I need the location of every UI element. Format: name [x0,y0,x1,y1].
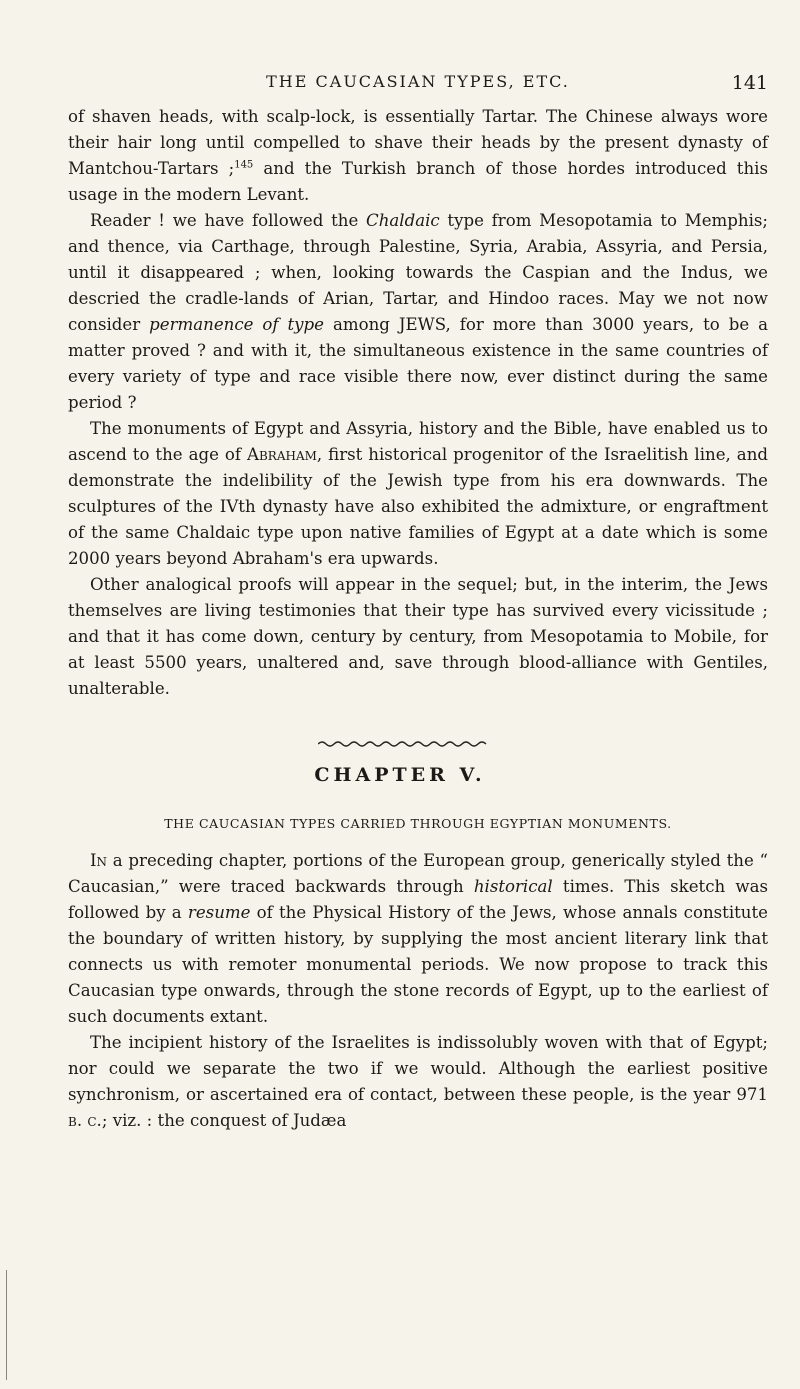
running-head [68,72,768,100]
chapter-subtitle: THE CAUCASIAN TYPES CARRIED THROUGH EGYPTIAN MONUMENTS. [164,816,672,831]
body-text-bottom [68,848,768,1134]
paragraph: Reader ! we have followed the Chaldaic type from Mesopotamia to Memphis; and thence, via Carthage, through Palestine, Syria, Arabia, Assyria, and Persia, until it disappeared ; when, looking towards the Caspian and the Indus, we descried the cradle-lands of Arian, Tartar, and Hindoo races. May we not now consider permanence of type among JEWS, for more than 3000 years, to be a matter proved ? and with it, the simultaneous existence in the same countries of every variety of type and race visible there now, ever distinct during the same period ? [68,211,768,412]
chapter-title: CHAPTER V. [314,764,486,786]
paragraph: The monuments of Egypt and Assyria, history and the Bible, have enabled us to ascend to the age of Abraham, first historical progenitor of the Israelitish line, and demonstrate the indelibility of the Jewish type from his era downwards. The sculptures of the IVth dynasty have also exhibited the admixture, or engraftment of the same Chaldaic type upon native families of Egypt at a date which is some 2000 years beyond Abraham's era upwards. [68,419,768,568]
paragraph: Other analogical proofs will appear in the sequel; but, in the interim, the Jews themselves are living testimonies that their type has survived every vicissitude ; and that it has come down, century by century, from Mesopotamia to Mobile, for at least 5500 years, unaltered and, save through blood-alliance with Gentiles, unalterable. [68,575,768,698]
running-title: THE CAUCASIAN TYPES, ETC. [266,72,570,91]
paragraph: In a preceding chapter, portions of the European group, generically styled the “ Caucasian,” were traced backwards through historical times. This sketch was followed by a resume of the Physical History of the Jews, whose annals constitute the boundary of written history, by supplying the most ancient literary link that connects us with remoter monumental periods. We now propose to track this Caucasian type onwards, through the stone records of Egypt, up to the earliest of such documents extant. [68,851,768,1026]
body-text-top [68,104,768,702]
ornamental-divider [318,740,488,748]
binding-edge-line [6,1270,7,1380]
footnote-ref[interactable]: 145 [234,159,254,171]
paragraph: of shaven heads, with scalp-lock, is essentially Tartar. The Chinese always wore their hair long until compelled to shave their heads by the present dynasty of Mantchou-Tartars ;$^{145}$ and the Turkish branch of those hordes introduced this usage in the modern Levant. [68,107,768,204]
page-number: 141 [731,72,768,94]
paragraph: The incipient history of the Israelites is indissolubly woven with that of Egypt; nor could we separate the two if we would. Although the earliest positive synchronism, or ascertained era of contact, between these people, is the year 971 b. c.; viz. : the conquest of Judæa [68,1033,768,1130]
